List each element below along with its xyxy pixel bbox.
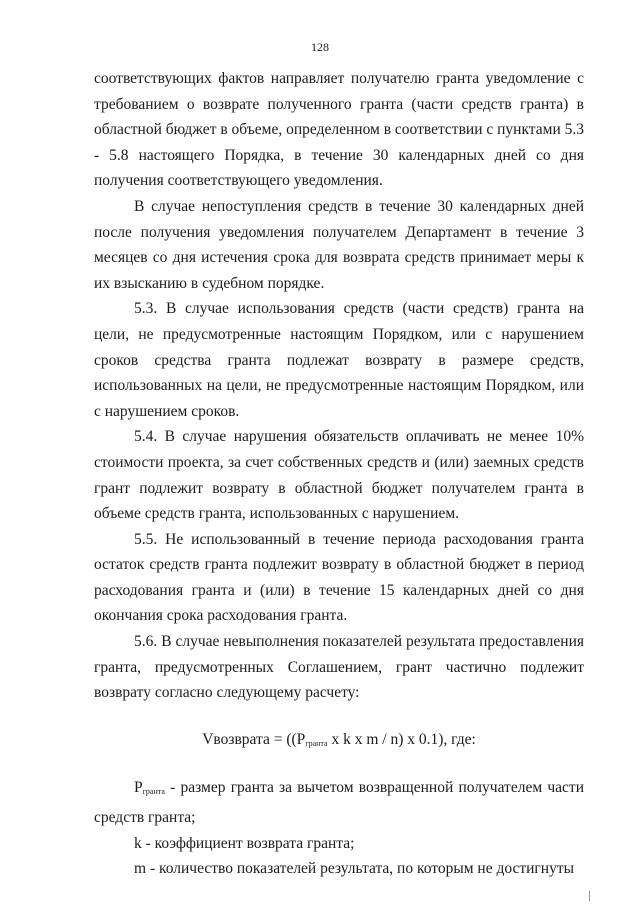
definition-subscript: гранта xyxy=(142,787,165,797)
document-body xyxy=(94,66,584,882)
definition-m xyxy=(94,856,584,882)
formula-suffix: x k x m / n) x 0.1), где: xyxy=(327,730,476,748)
definition-symbol: m xyxy=(134,860,147,878)
paragraph: 5.3. В случае использования средств (части средств) гранта на цели, не предусмотренные настоящим Порядком, или с нарушением сроков средства гранта подлежат возврату в размере средств, использованных на цели, не предусмотренные настоящим Порядком, или с нарушением сроков. xyxy=(94,300,584,420)
paragraph: 5.4. В случае нарушения обязательств оплачивать не менее 10% стоимости проекта, за счет собственных средств и (или) заемных средств грант подлежит возврату в областной бюджет получателем гранта в объеме средств гранта, использованных с нарушением. xyxy=(94,428,584,523)
definition-symbol: P xyxy=(134,779,143,797)
definition-text: - размер гранта за вычетом возвращенной получателем части средств гранта; xyxy=(94,779,584,827)
scan-edge-mark xyxy=(589,891,590,901)
formula xyxy=(94,727,584,757)
formula-prefix: Vвозврата = ((P xyxy=(202,730,306,748)
paragraph: соответствующих фактов направляет получателю гранта уведомление с требованием о возврате полученного гранта (части средств гранта) в областной бюджет в объеме, определенном в соответствии с пунктами 5.3 - 5.8 настоящего Порядка, в течение 30 календарных дней со дня получения соответствующего уведомления. xyxy=(94,70,584,190)
formula-subscript: гранта xyxy=(305,738,328,748)
paragraph: В случае непоступления средств в течение 30 календарных дней после получения уведомления получателем Департамент в течение 3 месяцев со дня истечения срока для возврата средств принимает меры к их взысканию в судебном порядке. xyxy=(94,197,584,292)
page-number: 128 xyxy=(311,40,329,54)
paragraph: 5.6. В случае невыполнения показателей результата предоставления гранта, предусмотренных Соглашением, грант частично подлежит возврату согласно следующему расчету: xyxy=(94,633,584,702)
definition-text: - количество показателей результата, по которым не достигнуты xyxy=(146,860,575,878)
paragraph: 5.5. Не использованный в течение периода расходования гранта остаток средств гранта подлежит возврату в областной бюджет в период расходования гранта и (или) в течение 15 календарных дней со дня окончания срока расходования гранта. xyxy=(94,530,584,625)
definition-p-granta xyxy=(94,775,584,830)
definition-symbol: k xyxy=(134,834,142,852)
definition-text: - коэффициент возврата гранта; xyxy=(141,834,355,852)
definition-k xyxy=(94,831,584,857)
